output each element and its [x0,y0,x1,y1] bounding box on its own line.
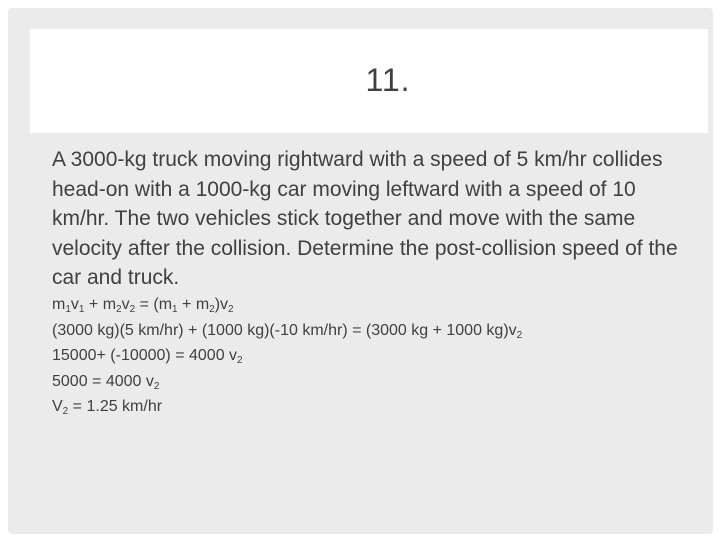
solution-steps [52,292,702,420]
equation-line [52,318,702,344]
equation-subscript: 1 [172,304,178,315]
equation-text: (3000 kg)(5 km/hr) + (1000 kg)(-10 km/hr) = (3000 kg + 1000 kg)v [52,321,517,339]
equation-line [52,292,702,318]
equation-subscript: 1 [65,304,71,315]
equation-line [52,394,702,420]
equation-text: v [70,296,79,313]
equation-subscript: 2 [153,380,160,392]
equation-text: v [121,296,130,313]
equation-text: = (m [135,296,173,313]
equation-subscript: 2 [228,304,234,315]
equation-subscript: 2 [516,329,523,341]
equation-text: + m [177,296,210,313]
equation-text: + m [84,296,117,313]
equation-subscript: 2 [62,406,69,417]
equation-subscript: 2 [129,304,136,315]
equation-text: 5000 = 4000 v [52,372,154,390]
equation-subscript: 2 [116,304,122,315]
equation-text: V [52,398,63,415]
equation-text: m [52,296,66,313]
equation-line [52,369,702,395]
equation-subscript: 1 [78,304,85,315]
problem-statement: A 3000-kg truck moving rightward with a speed of 5 km/hr collides head-on with a 1000-kg car moving leftward with a speed of 10 km/hr. The two vehicles stick together and move with the same velocity after the collision. Determine the post-collision speed of the car and truck. [52,148,678,289]
equation-subscript: 2 [237,355,243,366]
equation-line [52,343,702,369]
title-box [30,29,708,133]
equation-text: = 1.25 km/hr [68,398,163,415]
slide-title: 11. [365,62,411,98]
equation-text: )v [214,296,229,313]
equation-subscript: 2 [209,304,215,315]
equation-text: 15000+ (-10000) = 4000 v [52,347,238,364]
